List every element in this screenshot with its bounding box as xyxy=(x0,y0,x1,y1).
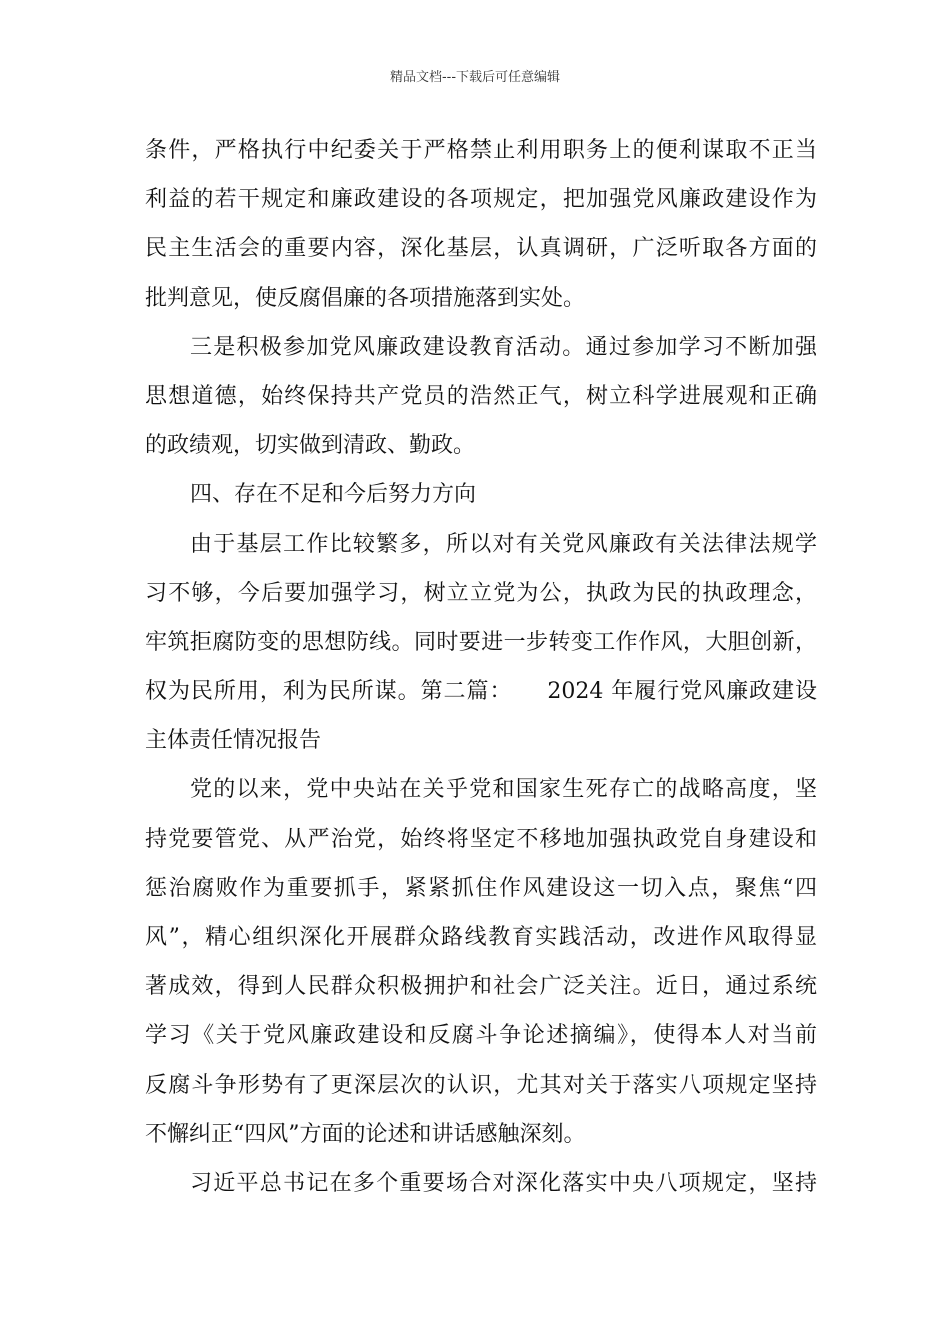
paragraph xyxy=(145,1159,817,1208)
text-line: 牢筑拒腐防变的思想防线。同时要进一步转变工作作风，大胆创新， xyxy=(145,629,817,655)
text-line: 持党要管党、从严治党，始终将坚定不移地加强执政党自身建设和 xyxy=(145,826,817,852)
text-line: 条件，严格执行中纪委关于严格禁止利用职务上的便利谋取不正当 xyxy=(145,138,817,163)
paragraph xyxy=(145,323,817,471)
text-line: 学习《关于党风廉政建设和反腐斗争论述摘编》，使得本人对当前 xyxy=(145,1023,817,1049)
text-line: 批判意见，使反腐倡廉的各项措施落到实处。 xyxy=(145,285,586,311)
text-line: 的政绩观，切实做到清政、勤政。 xyxy=(145,433,476,459)
text-line: 思想道德，始终保持共产党员的浩然正气，树立科学进展观和正确 xyxy=(145,383,817,409)
text-line: 四、存在不足和今后努力方向 xyxy=(190,482,477,508)
text-line: 权为民所用，利为民所谋。第二篇： 2024 年履行党风廉政建设 xyxy=(145,679,817,705)
paragraph xyxy=(145,765,817,1159)
text-line: 风”，精心组织深化开展群众路线教育实践活动，改进作风取得显 xyxy=(145,925,817,950)
text-line: 习近平总书记在多个重要场合对深化落实中央八项规定，坚持 xyxy=(190,1170,817,1196)
text-line: 著成效，得到人民群众积极拥护和社会广泛关注。近日，通过系统 xyxy=(145,974,817,1000)
text-line: 习不够，今后要加强学习，树立立党为公，执政为民的执政理念， xyxy=(145,580,817,606)
text-line: 利益的若干规定和廉政建设的各项规定，把加强党风廉政建设作为 xyxy=(145,187,817,213)
text-line: 不懈纠正“四风”方面的论述和讲话感触深刻。 xyxy=(145,1121,586,1147)
paragraph xyxy=(145,520,817,766)
document-body xyxy=(145,126,817,1208)
section-heading xyxy=(145,470,817,519)
text-line: 反腐斗争形势有了更深层次的认识，尤其对关于落实八项规定坚持 xyxy=(145,1072,817,1098)
text-line: 惩治腐败作为重要抓手，紧紧抓住作风建设这一切入点，聚焦“四 xyxy=(145,875,817,901)
page-header: 精品文档---下载后可任意编辑 xyxy=(389,70,561,85)
text-line: 主体责任情况报告 xyxy=(145,728,322,754)
text-line: 民主生活会的重要内容，深化基层，认真调研，广泛听取各方面的 xyxy=(145,236,817,262)
text-line: 党的以来，党中央站在关乎党和国家生死存亡的战略高度，坚 xyxy=(190,777,817,803)
text-line: 三是积极参加党风廉政建设教育活动。通过参加学习不断加强 xyxy=(190,334,817,360)
text-line: 由于基层工作比较繁多，所以对有关党风廉政有关法律法规学 xyxy=(190,531,817,557)
paragraph xyxy=(145,126,817,323)
